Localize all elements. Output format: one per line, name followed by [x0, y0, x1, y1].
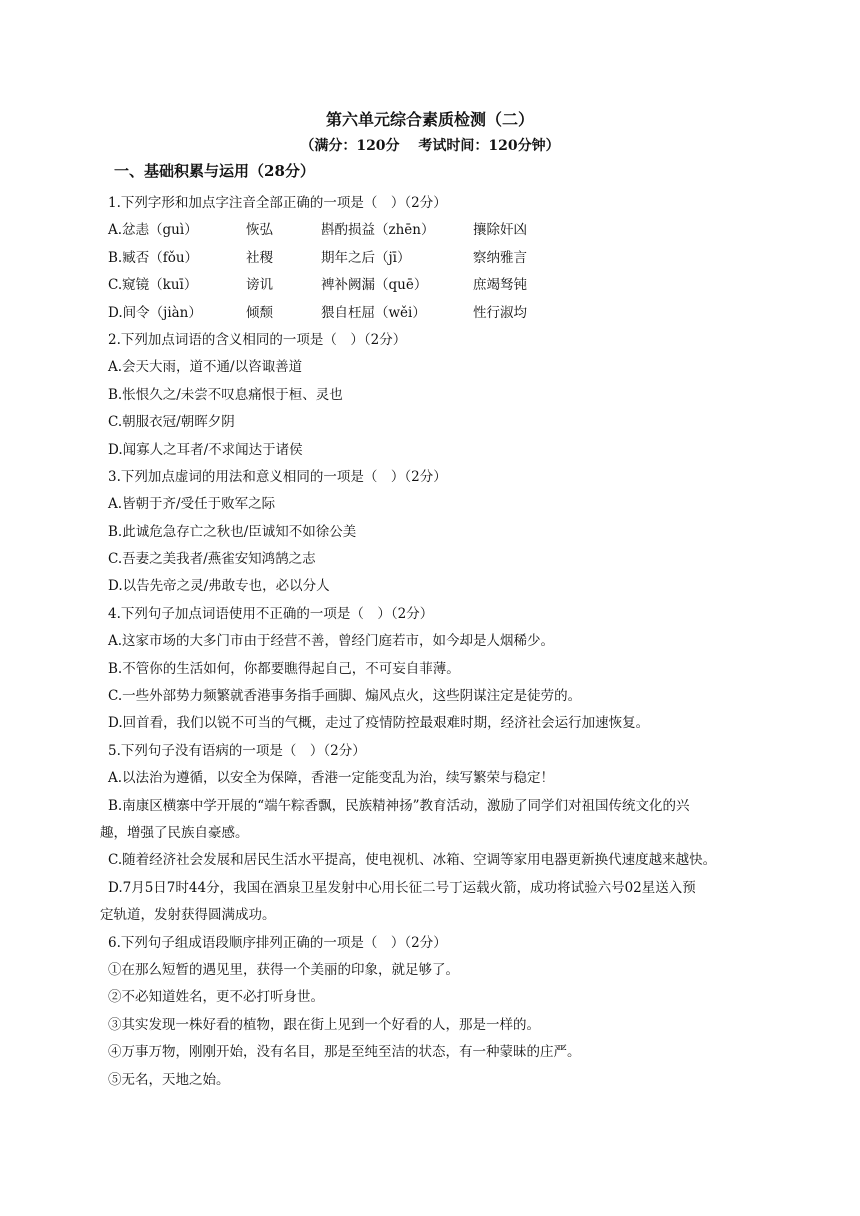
option-line: A.皆朝于齐/受任于败军之际 [108, 496, 276, 513]
option-cell: 攘除奸凶 [473, 222, 527, 239]
option-line: D.回首看，我们以锐不可当的气概，走过了疫情防控最艰难时期，经济社会运行加速恢复。 [108, 715, 650, 732]
sentence-item: ④万事万物，刚刚开始，没有名目，那是至纯至洁的状态，有一种蒙昧的庄严。 [108, 1044, 581, 1061]
option-line: C.朝服衣冠/朝晖夕阴 [108, 414, 235, 431]
option-cell: 期年之后（jī） [321, 249, 411, 266]
option-cell: 倾颓 [246, 304, 273, 321]
option-cell: 猥自枉屈（wěi） [321, 304, 426, 321]
question-stem: 1.下列字形和加点字注音全部正确的一项是（ ）（2分） [108, 195, 447, 211]
option-row [108, 217, 788, 244]
option-line: B.此诚危急存亡之秋也/臣诚知不如徐公美 [108, 523, 357, 540]
option-line: B.怅恨久之/未尝不叹息痛恨于桓、灵也 [108, 386, 343, 403]
sentence-item: ⑤无名，天地之始。 [108, 1071, 230, 1088]
option-line: A.会天大雨，道不通/以咨诹善道 [108, 359, 303, 376]
question-list [100, 190, 788, 1094]
question-stem: 4.下列句子加点词语使用不正确的一项是（ ）（2分） [108, 605, 434, 622]
option-line: A.这家市场的大多门市由于经营不善，曾经门庭若市，如今却是人烟稀少。 [108, 633, 555, 650]
option-cell: 斟酌损益（zhēn） [321, 222, 435, 239]
option-row [108, 272, 788, 299]
sentence-item: ③其实发现一株好看的植物，跟在街上见到一个好看的人，那是一样的。 [108, 1016, 540, 1033]
option-line: C.随着经济社会发展和居民生活水平提高，使电视机、冰箱、空调等家用电器更新换代速度越来越快。 [108, 852, 717, 869]
option-line: C.吾妻之美我者/燕雀安知鸿鹄之志 [108, 551, 316, 568]
option-cell: C.窥镜（kuī） [108, 277, 198, 294]
option-line: D.闻寡人之耳者/不求闻达于诸侯 [108, 441, 303, 458]
option-row [108, 245, 788, 272]
option-cell: A.忿恚（guì） [108, 222, 198, 239]
option-cell: 察纳雅言 [473, 249, 527, 266]
option-cell: 庶竭驽钝 [473, 277, 527, 294]
question-stem: 3.下列加点虚词的用法和意义相同的一项是（ ）（2分） [108, 468, 447, 485]
option-line: B.不管你的生活如何，你都要瞧得起自己，不可妄自菲薄。 [108, 660, 460, 677]
option-cell: 社稷 [246, 249, 273, 266]
option-line-continued: 定轨道，发射获得圆满成功。 [100, 907, 276, 924]
sentence-item: ①在那么短暂的遇见里，获得一个美丽的印象，就足够了。 [108, 961, 459, 978]
question-stem: 6.下列句子组成语段顺序排列正确的一项是（ ）（2分） [108, 934, 447, 951]
option-cell: B.臧否（fǒu） [108, 249, 199, 266]
option-cell: D.间令（jiàn） [108, 304, 202, 321]
option-line-continued: 趣，增强了民族自豪感。 [100, 824, 249, 841]
sentence-item: ②不必知道姓名，更不必打听身世。 [108, 989, 324, 1006]
option-cell: 恢弘 [246, 222, 273, 239]
page-subtitle: （满分：120分 考试时间：120分钟） [300, 138, 560, 154]
option-cell: 裨补阙漏（quē） [321, 277, 428, 294]
question-stem: 2.下列加点词语的含义相同的一项是（ ）（2分） [108, 331, 407, 348]
option-cell: 谤讥 [246, 277, 273, 294]
option-line: C.一些外部势力频繁就香港事务指手画脚、煽风点火，这些阴谋注定是徒劳的。 [108, 688, 582, 705]
option-line: D.以告先帝之灵/弗敢专也，必以分人 [108, 578, 330, 595]
option-cell: 性行淑均 [473, 304, 527, 321]
option-row [108, 300, 788, 327]
section-heading: 一、基础积累与运用（28分） [114, 162, 315, 180]
option-line: D.7月5日7时44分，我国在酒泉卫星发射中心用长征二号丁运载火箭，成功将试验六号02星送入预 [108, 879, 696, 896]
option-line: B.南康区横寨中学开展的“端午粽香飘，民族精神扬”教育活动，激励了同学们对祖国传统文化的兴 [108, 797, 690, 814]
option-line: A.以法治为遵循，以安全为保障，香港一定能变乱为治，续写繁荣与稳定！ [108, 770, 555, 787]
page-title: 第六单元综合素质检测（二） [325, 110, 534, 129]
question-stem: 5.下列句子没有语病的一项是（ ）（2分） [108, 742, 366, 759]
